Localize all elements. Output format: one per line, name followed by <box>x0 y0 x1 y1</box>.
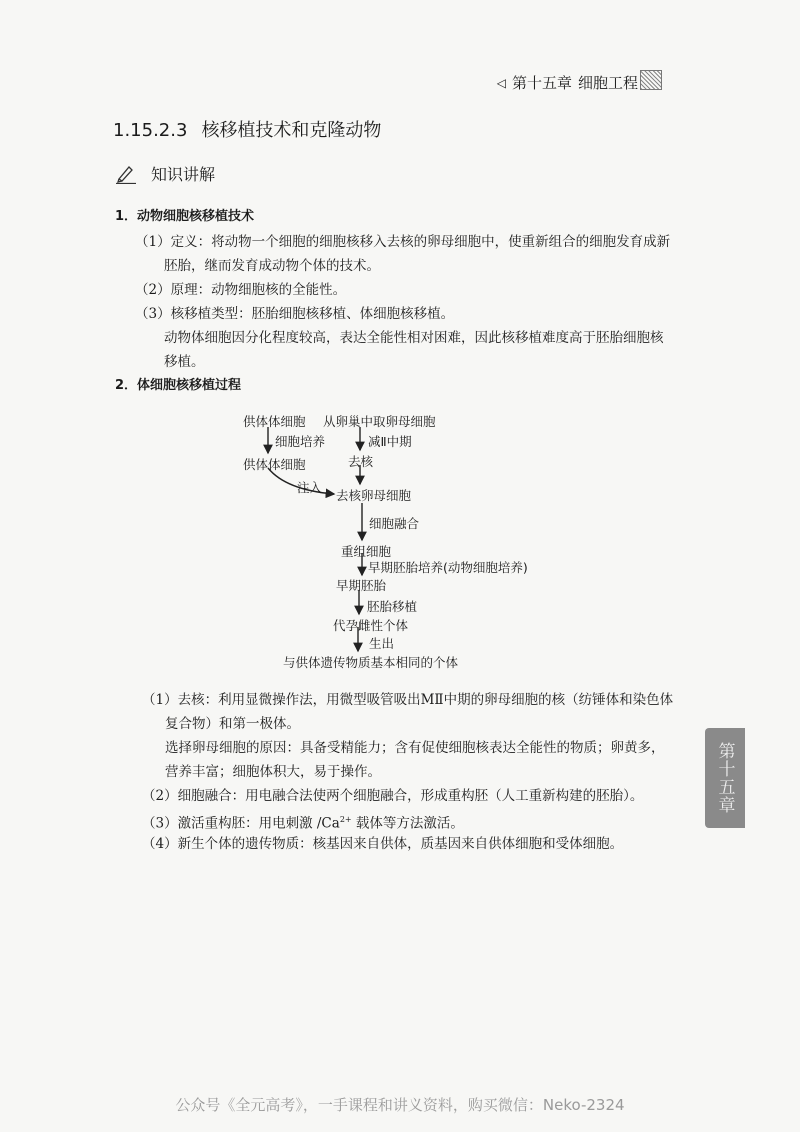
flow-inject: 注入 <box>297 480 323 495</box>
section-name: 核移植技术和克隆动物 <box>201 120 382 141</box>
part1-line2: 胚胎，继而发育成动物个体的技术。 <box>164 258 380 274</box>
flow-fusion: 细胞融合 <box>369 516 420 531</box>
note3-text-b: 载体等方法激活。 <box>351 815 464 832</box>
flow-reconstructed: 重组细胞 <box>341 544 392 559</box>
flow-birth: 生出 <box>369 636 395 651</box>
flow-early-embryo: 早期胚胎 <box>336 578 387 593</box>
note3-text-a: （3）激活重构胚：用电刺激 /Ca <box>142 815 340 832</box>
flow-surrogate: 代孕雌性个体 <box>333 618 409 633</box>
section-title <box>113 116 381 142</box>
flow-ovary: 从卵巢中取卵母细胞 <box>323 414 436 429</box>
flow-culture: 细胞培养 <box>275 434 326 449</box>
pencil-icon <box>115 164 137 184</box>
knowledge-heading <box>115 162 215 185</box>
header-pattern-icon <box>640 70 662 90</box>
knowledge-heading-text: 知识讲解 <box>151 165 216 184</box>
note3 <box>142 810 464 834</box>
flow-result: 与供体遗传物质基本相同的个体 <box>283 655 459 670</box>
flow-meiosis: 减Ⅱ中期 <box>368 434 412 449</box>
part2-title: 2．体细胞核移植过程 <box>115 378 242 393</box>
chapter-title: 细胞工程 <box>577 74 638 92</box>
running-header <box>497 72 638 93</box>
flow-donor-cell-2: 供体体细胞 <box>243 457 306 472</box>
note1-line2: 复合物）和第一极体。 <box>165 716 300 732</box>
chapter-side-tab: 第十五章 <box>705 728 745 828</box>
part1-line3: （2）原理：动物细胞核的全能性。 <box>135 282 347 298</box>
part1-title: 1．动物细胞核移植技术 <box>115 209 255 224</box>
flow-enucleate: 去核 <box>348 454 374 469</box>
part1-line5: 动物体细胞因分化程度较高，表达全能性相对困难，因此核移植难度高于胚胎细胞核 <box>164 330 664 346</box>
note3-superscript: 2+ <box>339 815 352 824</box>
note1-line4: 营养丰富；细胞体积大，易于操作。 <box>165 764 381 780</box>
part1-line1: （1）定义：将动物一个细胞的细胞核移入去核的卵母细胞中，使重新组合的细胞发育成新 <box>135 234 671 250</box>
flow-transfer: 胚胎移植 <box>367 599 418 614</box>
triangle-left-icon: ◁ <box>496 75 506 90</box>
note1-line1: （1）去核：利用显微操作法，用微型吸管吸出MⅡ中期的卵母细胞的核（纺锤体和染色体 <box>142 692 674 708</box>
section-number: 1.15.2.3 <box>113 120 188 141</box>
part1-line4: （3）核移植类型：胚胎细胞核移植、体细胞核移植。 <box>135 306 455 322</box>
part1-line6: 移植。 <box>164 354 205 370</box>
note2: （2）细胞融合：用电融合法使两个细胞融合，形成重构胚（人工重新构建的胚胎）。 <box>142 788 644 804</box>
flow-enucleated-oocyte: 去核卵母细胞 <box>336 488 412 503</box>
footer-watermark: 公众号《全元高考》，一手课程和讲义资料，购买微信：Neko-2324 <box>175 1096 625 1114</box>
chapter-label: 第十五章 <box>511 74 572 92</box>
note4: （4）新生个体的遗传物质：核基因来自供体，质基因来自供体细胞和受体细胞。 <box>142 836 624 852</box>
flow-donor-cell: 供体体细胞 <box>243 414 306 429</box>
note1-line3: 选择卵母细胞的原因：具备受精能力；含有促使细胞核表达全能性的物质；卵黄多， <box>165 740 665 756</box>
flow-early-culture: 早期胚胎培养(动物细胞培养) <box>368 560 528 575</box>
